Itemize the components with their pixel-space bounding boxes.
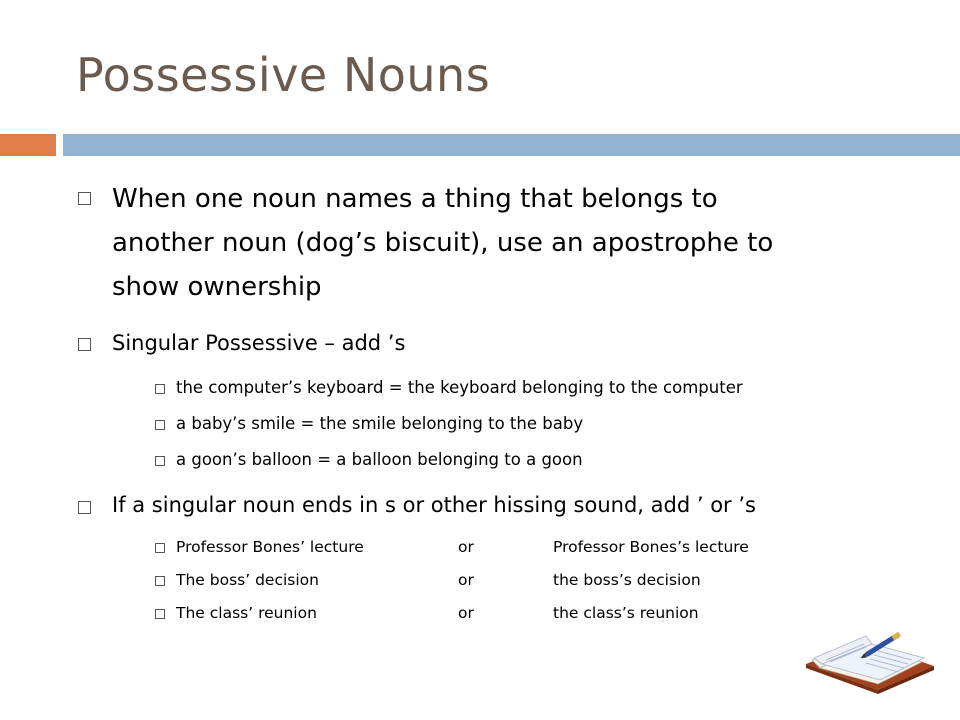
sub-bullet-box-icon xyxy=(155,384,165,394)
example-right: the boss’s decision xyxy=(553,571,701,589)
accent-bar-blue xyxy=(63,134,960,156)
example-or: or xyxy=(458,538,474,556)
example-or: or xyxy=(458,604,474,622)
slide-title: Possessive Nouns xyxy=(76,48,491,102)
example-right: the class’s reunion xyxy=(553,604,699,622)
sub-bullet-text: a goon’s balloon = a balloon belonging to a goon xyxy=(176,450,583,469)
sub-bullet-box-icon xyxy=(155,609,165,619)
sub-bullet-text: the computer’s keyboard = the keyboard belonging to the computer xyxy=(176,378,743,397)
sub-bullet-box-icon xyxy=(155,543,165,553)
bullet-box-icon xyxy=(78,192,91,205)
bullet-1-line-2: another noun (dog’s biscuit), use an apostrophe to xyxy=(112,228,774,258)
sub-bullet-box-icon xyxy=(155,420,165,430)
sub-bullet-box-icon xyxy=(155,576,165,586)
example-left: Professor Bones’ lecture xyxy=(176,538,364,556)
sub-bullet-box-icon xyxy=(155,456,165,466)
sub-bullet-text: a baby’s smile = the smile belonging to the baby xyxy=(176,414,584,433)
accent-bar-orange xyxy=(0,134,56,156)
example-right: Professor Bones’s lecture xyxy=(553,538,749,556)
bullet-2-text: Singular Possessive – add ’s xyxy=(112,331,406,355)
bullet-3-text: If a singular noun ends in s or other hissing sound, add ’ or ’s xyxy=(112,493,756,517)
example-or: or xyxy=(458,571,474,589)
bullet-box-icon xyxy=(78,501,91,514)
bullet-1-line-1: When one noun names a thing that belongs to xyxy=(112,184,718,214)
bullet-box-icon xyxy=(78,338,91,351)
example-left: The class’ reunion xyxy=(176,604,317,622)
bullet-1-line-3: show ownership xyxy=(112,272,322,302)
open-book-with-pen-icon xyxy=(800,618,940,698)
example-left: The boss’ decision xyxy=(176,571,319,589)
